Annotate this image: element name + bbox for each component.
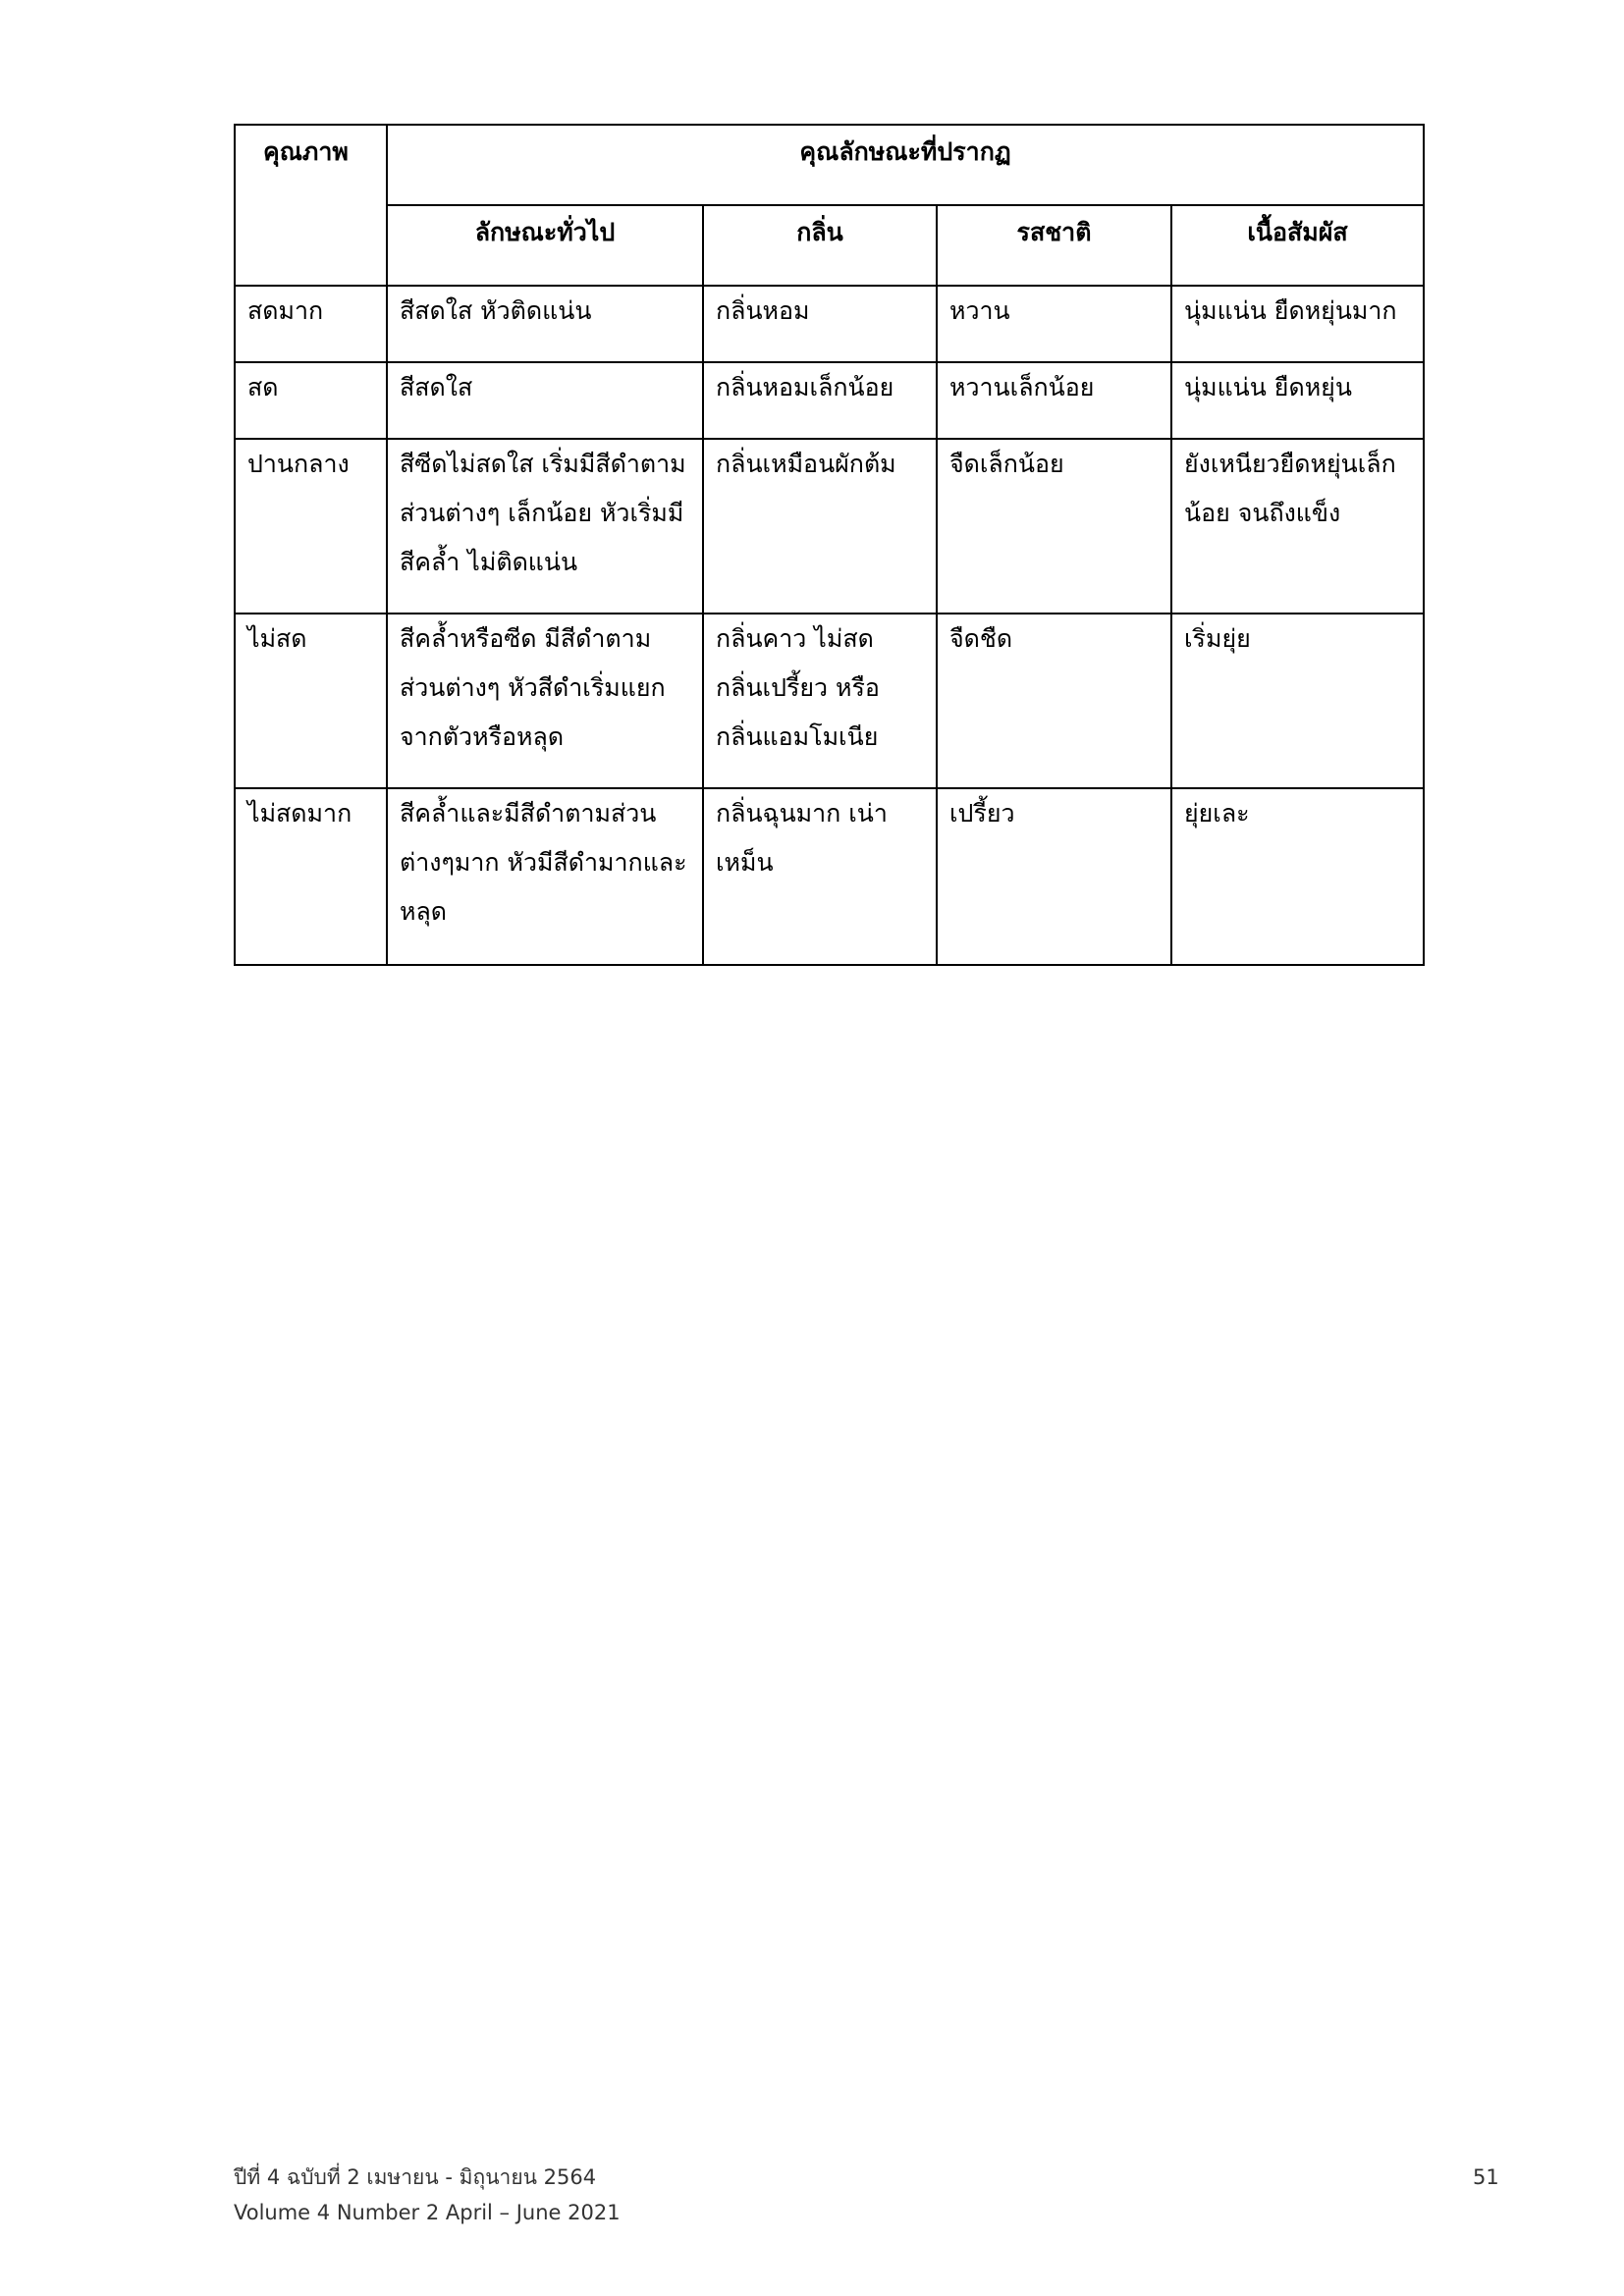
smell-cell: กลิ่นคาว ไม่สด กลิ่นเปรี้ยว หรือกลิ่นแอมโมเนีย [703, 614, 937, 788]
english-issue-line: Volume 4 Number 2 April – June 2021 [234, 2201, 621, 2224]
general-cell: สีสดใส หัวติดแน่น [387, 286, 703, 362]
general-cell: สีซีดไม่สดใส เริ่มมีสีดำตามส่วนต่างๆ เล็กน้อย หัวเริ่มมีสีคล้ำ ไม่ติดแน่น [387, 439, 703, 614]
table-row [235, 788, 1424, 965]
grade-cell: ไม่สด [235, 614, 387, 788]
table-header-row [235, 125, 1424, 205]
general-cell: สีคล้ำและมีสีดำตามส่วนต่างๆมาก หัวมีสีดำมากและหลุด [387, 788, 703, 965]
taste-cell: หวาน [937, 286, 1171, 362]
table-row [235, 362, 1424, 439]
thai-issue-line: ปีที่ 4 ฉบับที่ 2 เมษายน - มิถุนายน 2564 [234, 2165, 597, 2189]
grade-cell: ปานกลาง [235, 439, 387, 614]
page-number: 51 [1473, 2165, 1499, 2189]
texture-cell: ยุ่ยเละ [1171, 788, 1424, 965]
smell-cell: กลิ่นหอม [703, 286, 937, 362]
smell-cell: กลิ่นเหมือนผักต้ม [703, 439, 937, 614]
smell-cell: กลิ่นฉุนมาก เน่าเหม็น [703, 788, 937, 965]
taste-cell: จืดเล็กน้อย [937, 439, 1171, 614]
grade-cell: ไม่สดมาก [235, 788, 387, 965]
table-row [235, 614, 1424, 788]
table-row [235, 286, 1424, 362]
header-taste: รสชาติ [937, 205, 1171, 286]
general-cell: สีสดใส [387, 362, 703, 439]
smell-cell: กลิ่นหอมเล็กน้อย [703, 362, 937, 439]
texture-cell: นุ่มแน่น ยืดหยุ่น [1171, 362, 1424, 439]
texture-cell: ยังเหนียวยืดหยุ่นเล็กน้อย จนถึงแข็ง [1171, 439, 1424, 614]
texture-cell: นุ่มแน่น ยืดหยุ่นมาก [1171, 286, 1424, 362]
general-cell: สีคล้ำหรือซีด มีสีดำตามส่วนต่างๆ หัวสีดำเริ่มแยกจากตัวหรือหลุด [387, 614, 703, 788]
taste-cell: จืดชืด [937, 614, 1171, 788]
header-quality: คุณภาพ [235, 125, 387, 286]
grade-cell: สด [235, 362, 387, 439]
header-characteristics: คุณลักษณะที่ปรากฏ [387, 125, 1424, 205]
header-texture: เนื้อสัมผัส [1171, 205, 1424, 286]
header-smell: กลิ่น [703, 205, 937, 286]
journal-footer [234, 2160, 621, 2230]
freshness-quality-table [234, 124, 1425, 966]
grade-cell: สดมาก [235, 286, 387, 362]
header-general: ลักษณะทั่วไป [387, 205, 703, 286]
texture-cell: เริ่มยุ่ย [1171, 614, 1424, 788]
taste-cell: เปรี้ยว [937, 788, 1171, 965]
table-row [235, 439, 1424, 614]
table-subheader-row [235, 205, 1424, 286]
taste-cell: หวานเล็กน้อย [937, 362, 1171, 439]
